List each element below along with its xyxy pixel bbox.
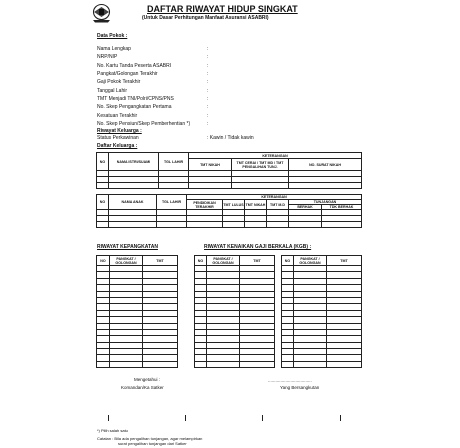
col-no: NO xyxy=(282,256,294,266)
col-tmt-lulus: TMT LULUS xyxy=(223,200,245,210)
table-row xyxy=(282,361,362,367)
col-tmt: TMT xyxy=(327,256,362,266)
field-colon: : xyxy=(207,54,209,61)
daftar-keluarga-heading: Daftar Keluarga : xyxy=(97,143,138,149)
field-colon: : xyxy=(207,71,209,78)
col-group-keterangan: KETERANGAN xyxy=(189,153,362,159)
field-label: Nama Lengkap xyxy=(97,46,131,53)
signature-left-line1: Mengetahui : xyxy=(134,377,161,382)
field-label: No. Skep Pengangkatan Pertama xyxy=(97,104,172,111)
col-tmt: TMT xyxy=(240,256,275,266)
field-colon: : xyxy=(207,87,209,94)
field-label: Kesatuan Terakhir xyxy=(97,112,138,119)
field-label: Tanggal Lahir xyxy=(97,87,128,94)
field-colon: : xyxy=(207,95,209,102)
data-pokok-fields xyxy=(97,45,317,128)
footnote-catatan-cont: surat pengalihan tunjangan dari Satker xyxy=(118,441,187,446)
status-perkawinan-value: : Kawin / Tidak kawin xyxy=(207,135,254,141)
document-subtitle: (Untuk Dasar Perhitungan Manfaat Asuransi ASABRI) xyxy=(142,15,269,21)
field-label: Pangkat/Golongan Terakhir xyxy=(97,71,158,78)
col-tdk-berhak: TDK BERHAK xyxy=(322,205,362,210)
signature-left-line2: Komandan/Ka Satker xyxy=(121,385,164,390)
table-row xyxy=(97,183,362,189)
field-colon: : xyxy=(207,120,209,127)
kgb-table-left xyxy=(194,255,275,368)
col-tmt-md: TMT M.D xyxy=(267,200,289,210)
document-title: DAFTAR RIWAYAT HIDUP SINGKAT xyxy=(147,4,298,14)
child-table xyxy=(96,194,362,228)
col-group-keterangan: KETERANGAN xyxy=(187,195,362,200)
riwayat-kepangkatan-heading: RIWAYAT KEPANGKATAN xyxy=(97,244,158,250)
table-row xyxy=(97,222,362,228)
riwayat-kgb-heading: RIWAYAT KENAIKAN GAJI BERKALA (KGB) : xyxy=(204,244,312,250)
col-pendidikan: PENDIDIKAN TERAKHIR xyxy=(187,200,223,210)
col-no-surat-nikah: NO. SURAT NIKAH xyxy=(289,159,362,171)
col-pangkat-golongan: PANGKAT / GOLONGAN xyxy=(294,256,327,266)
signature-right-line2: Yang Bersangkutan xyxy=(280,385,320,390)
col-no: NO xyxy=(97,195,109,210)
field-label: TMT Menjadi TNI/Polri/CPNS/PNS xyxy=(97,95,174,102)
spouse-table xyxy=(96,152,362,189)
field-colon: : xyxy=(207,79,209,86)
col-no: NO xyxy=(97,256,110,266)
col-no: NO xyxy=(97,153,109,171)
field-label: No. Kartu Tanda Peserta ASABRI xyxy=(97,62,172,69)
col-tgl-lahir: TGL LAHIR xyxy=(157,195,187,210)
field-colon: : xyxy=(207,46,209,53)
col-no: NO xyxy=(195,256,207,266)
col-tmt-nikah: TMT NIKAH xyxy=(245,200,267,210)
asabri-emblem-logo xyxy=(91,3,112,23)
field-colon: : xyxy=(207,112,209,119)
col-tgl-lahir: TGL LAHIR xyxy=(159,153,189,171)
field-colon: : xyxy=(207,62,209,69)
signature-bracket-close xyxy=(182,415,186,421)
field-label: No. Skep Pensiun/Skep Pemberhentian *) xyxy=(97,120,191,127)
data-pokok-heading: Data Pokok : xyxy=(97,33,128,39)
footnote-catatan: Catatan : Bila ada pengalihan tunjangan, agar melampirkan xyxy=(97,436,203,441)
riwayat-keluarga-heading: Riwayat Keluarga : xyxy=(97,128,142,134)
signature-bracket-open xyxy=(262,415,266,421)
field-label: Gaji Pokok Terakhir xyxy=(97,79,141,86)
signature-bracket-close xyxy=(337,415,341,421)
col-tmt-cerai: TMT CERAI / TMT MD / TMT PENGALIHAN TUNJ. xyxy=(232,159,289,171)
signature-right-dots: ................................... xyxy=(268,378,312,383)
col-pangkat-golongan: PANGKAT / GOLONGAN xyxy=(110,256,143,266)
signature-bracket-open xyxy=(108,415,112,421)
col-pangkat-golongan: PANGKAT / GOLONGAN xyxy=(207,256,240,266)
col-group-tunjangan: TUNJANGAN xyxy=(289,200,362,205)
field-colon: : xyxy=(207,104,209,111)
col-nama-istri-suami: NAMA ISTRI/SUAMI xyxy=(109,153,159,171)
kgb-table-right xyxy=(281,255,362,368)
kepangkatan-table xyxy=(96,255,178,368)
col-tmt: TMT xyxy=(143,256,178,266)
col-berhak: BERHAK xyxy=(289,205,322,210)
field-label: NRP/NIP xyxy=(97,54,118,61)
status-perkawinan-label: Status Perkawinan xyxy=(97,135,139,141)
footnote-pilih: *) Pilih salah satu xyxy=(97,428,128,433)
table-row xyxy=(195,361,275,367)
table-row xyxy=(97,361,178,367)
col-tmt-nikah: TMT NIKAH xyxy=(189,159,232,171)
col-nama-anak: NAMA ANAK xyxy=(109,195,157,210)
